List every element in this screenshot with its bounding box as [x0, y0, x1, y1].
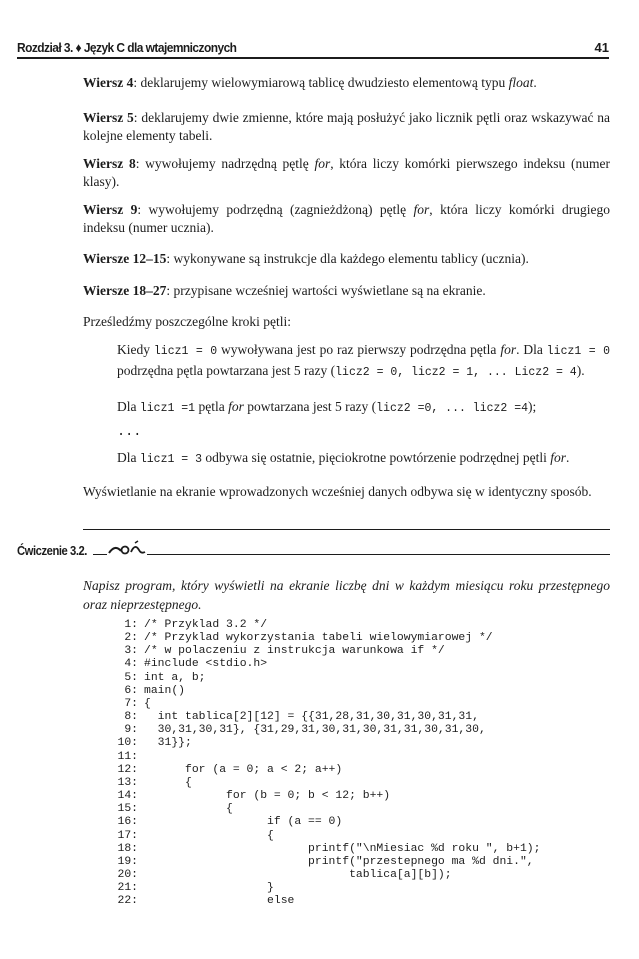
line-number: 14:: [117, 790, 138, 803]
code-text: {: [144, 803, 233, 816]
exercise-lead-line: [93, 554, 107, 555]
code-text: /* Przyklad wykorzystania tabeli wielowymiarowej */: [144, 632, 493, 645]
line-number: 18:: [117, 842, 138, 855]
paragraph-wiersze-18-27: Wiersze 18–27: przypisane wcześniej wartości wyświetlane są na ekranie.: [83, 283, 486, 298]
code-line: [112, 632, 540, 645]
code-line: [112, 685, 540, 698]
header-rule: [17, 57, 609, 59]
code-text: tablica[a][b]);: [144, 868, 452, 881]
chapter-title: Rozdział 3. ♦ Język C dla wtajemniczonych: [17, 40, 237, 55]
line-number: 5:: [124, 671, 138, 684]
line-number: 1:: [124, 619, 138, 631]
code-text: int tablica[2][12] = {{31,28,31,30,31,30,31,31,: [144, 711, 479, 724]
difficulty-icon: [107, 540, 147, 558]
code-line: [112, 856, 540, 869]
line-number: 13:: [117, 776, 138, 789]
code-line: [112, 658, 540, 671]
step-2: Dla licz1 =1 pętla for powtarzana jest 5 razy (licz2 =0, ... licz2 =4);: [117, 399, 537, 415]
code-line: [112, 790, 540, 803]
line-number: 11:: [117, 750, 138, 763]
line-number: 19:: [117, 855, 138, 868]
code-text: #include <stdio.h>: [144, 658, 268, 671]
code-line: [112, 830, 540, 843]
code-line: [112, 619, 540, 632]
line-number: 4:: [124, 658, 138, 671]
exercise-label: Ćwiczenie 3.2.: [17, 544, 87, 558]
step-1: Kiedy licz1 = 0 wywoływana jest po raz pierwszy podrzędna pętla for. Dla licz1 = 0 podrzędna pętla powtarzana jest 5 razy (licz2 = 0, licz2 = 1, ... Licz2 = 4).: [117, 342, 610, 379]
line-number: 12:: [117, 763, 138, 776]
code-line: [112, 777, 540, 790]
paragraph-wiersz-9: Wiersz 9: wywołujemy podrzędną (zagnieżdżoną) pętlę for, która liczy komórki drugiego indeksu (numer ucznia).: [83, 202, 610, 235]
step-3: Dla licz1 = 3 odbywa się ostatnie, pięciokrotne powtórzenie podrzędnej pętli for.: [117, 450, 570, 466]
code-line: [112, 737, 540, 750]
code-line: [112, 882, 540, 895]
code-text: for (b = 0; b < 12; b++): [144, 790, 391, 803]
exercise-header: [17, 544, 610, 560]
line-number: 16:: [117, 816, 138, 829]
code-text: printf("\nMiesiac %d roku ", b+1);: [144, 842, 541, 855]
exercise-rule: [147, 554, 610, 555]
code-text: else: [144, 895, 295, 908]
paragraph-closing: Wyświetlanie na ekranie wprowadzonych wcześniej danych odbywa się w identyczny sposób.: [83, 484, 592, 499]
line-number: 15:: [117, 803, 138, 816]
code-line: [112, 764, 540, 777]
code-text: /* Przyklad 3.2 */: [144, 619, 268, 631]
paragraph-wiersz-5: Wiersz 5: deklarujemy dwie zmienne, które mają posłużyć jako licznik pętli oraz wskazywać na kolejne elementy tabeli.: [83, 110, 610, 143]
paragraph-wiersz-4: Wiersz 4: deklarujemy wielowymiarową tablicę dwudziesto elementową typu float.: [83, 75, 537, 90]
section-rule: [83, 529, 610, 530]
code-line: [112, 843, 540, 856]
code-line: [112, 803, 540, 816]
code-line: [112, 711, 540, 724]
line-number: 8:: [124, 711, 138, 724]
code-text: if (a == 0): [144, 816, 343, 829]
code-text: {: [144, 829, 274, 842]
code-line: [112, 869, 540, 882]
code-line: [112, 645, 540, 658]
code-line: [112, 724, 540, 737]
paragraph-wiersz-8: Wiersz 8: wywołujemy nadrzędną pętlę for, która liczy komórki pierwszego indeksu (numer klasy).: [83, 156, 610, 189]
code-text: /* w polaczeniu z instrukcja warunkowa if */: [144, 645, 445, 658]
code-listing: [112, 619, 540, 908]
code-text: for (a = 0; a < 2; a++): [144, 763, 343, 776]
code-text: {: [144, 697, 151, 710]
code-text: main(): [144, 684, 186, 697]
code-text: 30,31,30,31}, {31,29,31,30,31,30,31,31,30,31,30,: [144, 724, 486, 737]
code-line: [112, 895, 540, 908]
line-number: 6:: [124, 684, 138, 697]
paragraph-wiersze-12-15: Wiersze 12–15: wykonywane są instrukcje dla każdego elementu tablicy (ucznia).: [83, 251, 529, 266]
line-number: 2:: [124, 632, 138, 645]
paragraph-intro: Prześledźmy poszczególne kroki pętli:: [83, 314, 292, 329]
step-ellipsis: ...: [117, 425, 142, 440]
page-header: [17, 40, 609, 60]
code-text: {: [144, 776, 192, 789]
line-number: 17:: [117, 829, 138, 842]
line-number: 9:: [124, 724, 138, 737]
line-number: 7:: [124, 697, 138, 710]
code-line: [112, 672, 540, 685]
page-number: 41: [594, 40, 609, 55]
exercise-task: Napisz program, który wyświetli na ekranie liczbę dni w każdym miesiącu roku przestępnego oraz nieprzestępnego.: [83, 578, 610, 612]
line-number: 20:: [117, 868, 138, 881]
code-text: int a, b;: [144, 671, 206, 684]
line-number: 10:: [117, 737, 138, 750]
line-number: 3:: [124, 645, 138, 658]
code-text: }: [144, 882, 274, 895]
code-text: 31}};: [144, 737, 192, 750]
code-line: [112, 751, 540, 764]
line-number: 21:: [117, 882, 138, 895]
line-number: 22:: [117, 895, 138, 908]
code-line: [112, 698, 540, 711]
code-line: [112, 816, 540, 829]
code-text: printf("przestepnego ma %d dni.",: [144, 855, 534, 868]
